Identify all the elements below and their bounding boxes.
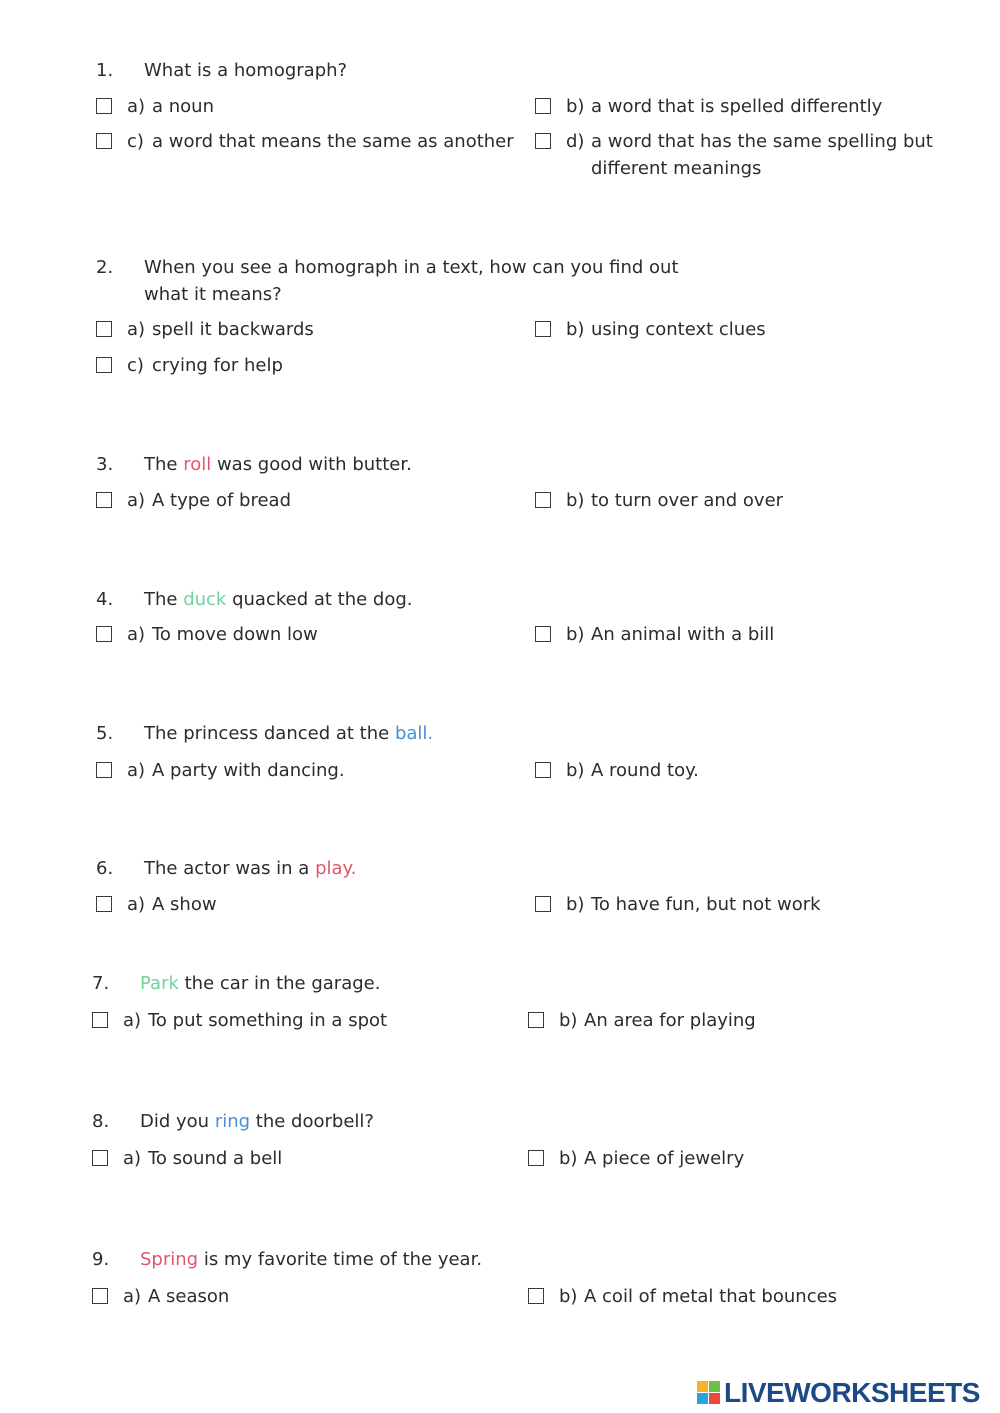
option-letter: b) <box>559 1148 578 1169</box>
checkbox[interactable] <box>92 1288 108 1304</box>
option-letter: b) <box>559 1286 578 1307</box>
question-number: 2. <box>96 257 114 278</box>
checkbox[interactable] <box>535 98 551 114</box>
checkbox[interactable] <box>96 98 112 114</box>
option-text: to turn over and over <box>591 490 784 511</box>
question-text: When you see a homograph in a text, how can you find out <box>144 257 679 278</box>
checkbox[interactable] <box>535 896 551 912</box>
checkbox[interactable] <box>535 492 551 508</box>
checkbox[interactable] <box>528 1288 544 1304</box>
option-letter: a) <box>127 760 146 781</box>
question-number: 9. <box>92 1249 110 1270</box>
option-letter: b) <box>566 96 585 117</box>
option-text: using context clues <box>591 319 766 340</box>
checkbox[interactable] <box>96 357 112 373</box>
checkbox[interactable] <box>92 1150 108 1166</box>
option-text: A round toy. <box>591 760 699 781</box>
checkbox[interactable] <box>96 896 112 912</box>
homograph-word: ring <box>214 1111 251 1132</box>
question-text <box>144 586 413 613</box>
checkbox[interactable] <box>96 626 112 642</box>
option-text-line2: different meanings <box>591 158 762 179</box>
option-text: A party with dancing. <box>152 760 345 781</box>
option-letter: b) <box>559 1010 578 1031</box>
question-text <box>144 720 433 747</box>
question-text <box>144 451 412 478</box>
logo-text: LIVEWORKSHEETS <box>724 1377 980 1408</box>
homograph-word: roll <box>183 454 212 475</box>
checkbox[interactable] <box>92 1012 108 1028</box>
text-before: The princess danced at the <box>144 723 395 744</box>
option-letter: b) <box>566 760 585 781</box>
homograph-word: duck <box>183 589 227 610</box>
logo-icon <box>697 1381 721 1405</box>
option-text: An area for playing <box>584 1010 756 1031</box>
option-text: A coil of metal that bounces <box>584 1286 838 1307</box>
question-text-line2: what it means? <box>144 284 282 305</box>
option-letter: c) <box>127 355 144 376</box>
option-letter: a) <box>123 1148 142 1169</box>
option-letter: d) <box>566 131 585 152</box>
question-text <box>140 1246 482 1273</box>
option-letter: b) <box>566 490 585 511</box>
text-after: is my favorite time of the year. <box>198 1249 483 1270</box>
question-number: 5. <box>96 723 114 744</box>
checkbox[interactable] <box>96 492 112 508</box>
option-letter: a) <box>123 1286 142 1307</box>
question-number: 6. <box>96 858 114 879</box>
option-letter: c) <box>127 131 144 152</box>
option-text: To have fun, but not work <box>591 894 821 915</box>
checkbox[interactable] <box>535 321 551 337</box>
option-text: To sound a bell <box>148 1148 283 1169</box>
option-text: To move down low <box>152 624 318 645</box>
question-text <box>140 1108 374 1135</box>
question-text <box>144 855 356 882</box>
option-text: A season <box>148 1286 230 1307</box>
option-letter: b) <box>566 624 585 645</box>
option-letter: a) <box>127 490 146 511</box>
text-before: The <box>144 589 184 610</box>
option-text: An animal with a bill <box>591 624 775 645</box>
question-number: 3. <box>96 454 114 475</box>
option-text: crying for help <box>152 355 283 376</box>
checkbox[interactable] <box>528 1012 544 1028</box>
option-text: a word that is spelled differently <box>591 96 883 117</box>
homograph-word: Park <box>140 973 179 994</box>
option-letter: b) <box>566 894 585 915</box>
question-text <box>140 970 380 997</box>
homograph-word: Spring <box>140 1249 199 1270</box>
checkbox[interactable] <box>96 762 112 778</box>
option-text: A show <box>152 894 217 915</box>
option-letter: a) <box>127 96 146 117</box>
question-number: 4. <box>96 589 114 610</box>
checkbox[interactable] <box>535 626 551 642</box>
homograph-word: ball. <box>394 723 434 744</box>
option-text: a word that means the same as another <box>152 131 514 152</box>
checkbox[interactable] <box>96 133 112 149</box>
text-after: quacked at the dog. <box>226 589 413 610</box>
option-text: a word that has the same spelling but <box>591 131 933 152</box>
checkbox[interactable] <box>528 1150 544 1166</box>
option-text: A piece of jewelry <box>584 1148 745 1169</box>
liveworksheets-logo <box>697 1376 980 1410</box>
text-after: the car in the garage. <box>178 973 381 994</box>
text-after: was good with butter. <box>211 454 412 475</box>
checkbox[interactable] <box>96 321 112 337</box>
question-number: 8. <box>92 1111 110 1132</box>
homograph-word: play. <box>315 858 357 879</box>
option-letter: b) <box>566 319 585 340</box>
checkbox[interactable] <box>535 762 551 778</box>
text-after: the doorbell? <box>250 1111 374 1132</box>
option-letter: a) <box>123 1010 142 1031</box>
option-text: a noun <box>152 96 214 117</box>
option-text: To put something in a spot <box>148 1010 388 1031</box>
option-text: A type of bread <box>152 490 291 511</box>
option-letter: a) <box>127 319 146 340</box>
text-before: The actor was in a <box>144 858 316 879</box>
option-letter: a) <box>127 624 146 645</box>
option-letter: a) <box>127 894 146 915</box>
text-before: The <box>144 454 184 475</box>
question-number: 1. <box>96 60 114 81</box>
text-before: Did you <box>140 1111 215 1132</box>
checkbox[interactable] <box>535 133 551 149</box>
question-number: 7. <box>92 973 110 994</box>
option-text: spell it backwards <box>152 319 314 340</box>
question-text: What is a homograph? <box>144 60 348 81</box>
